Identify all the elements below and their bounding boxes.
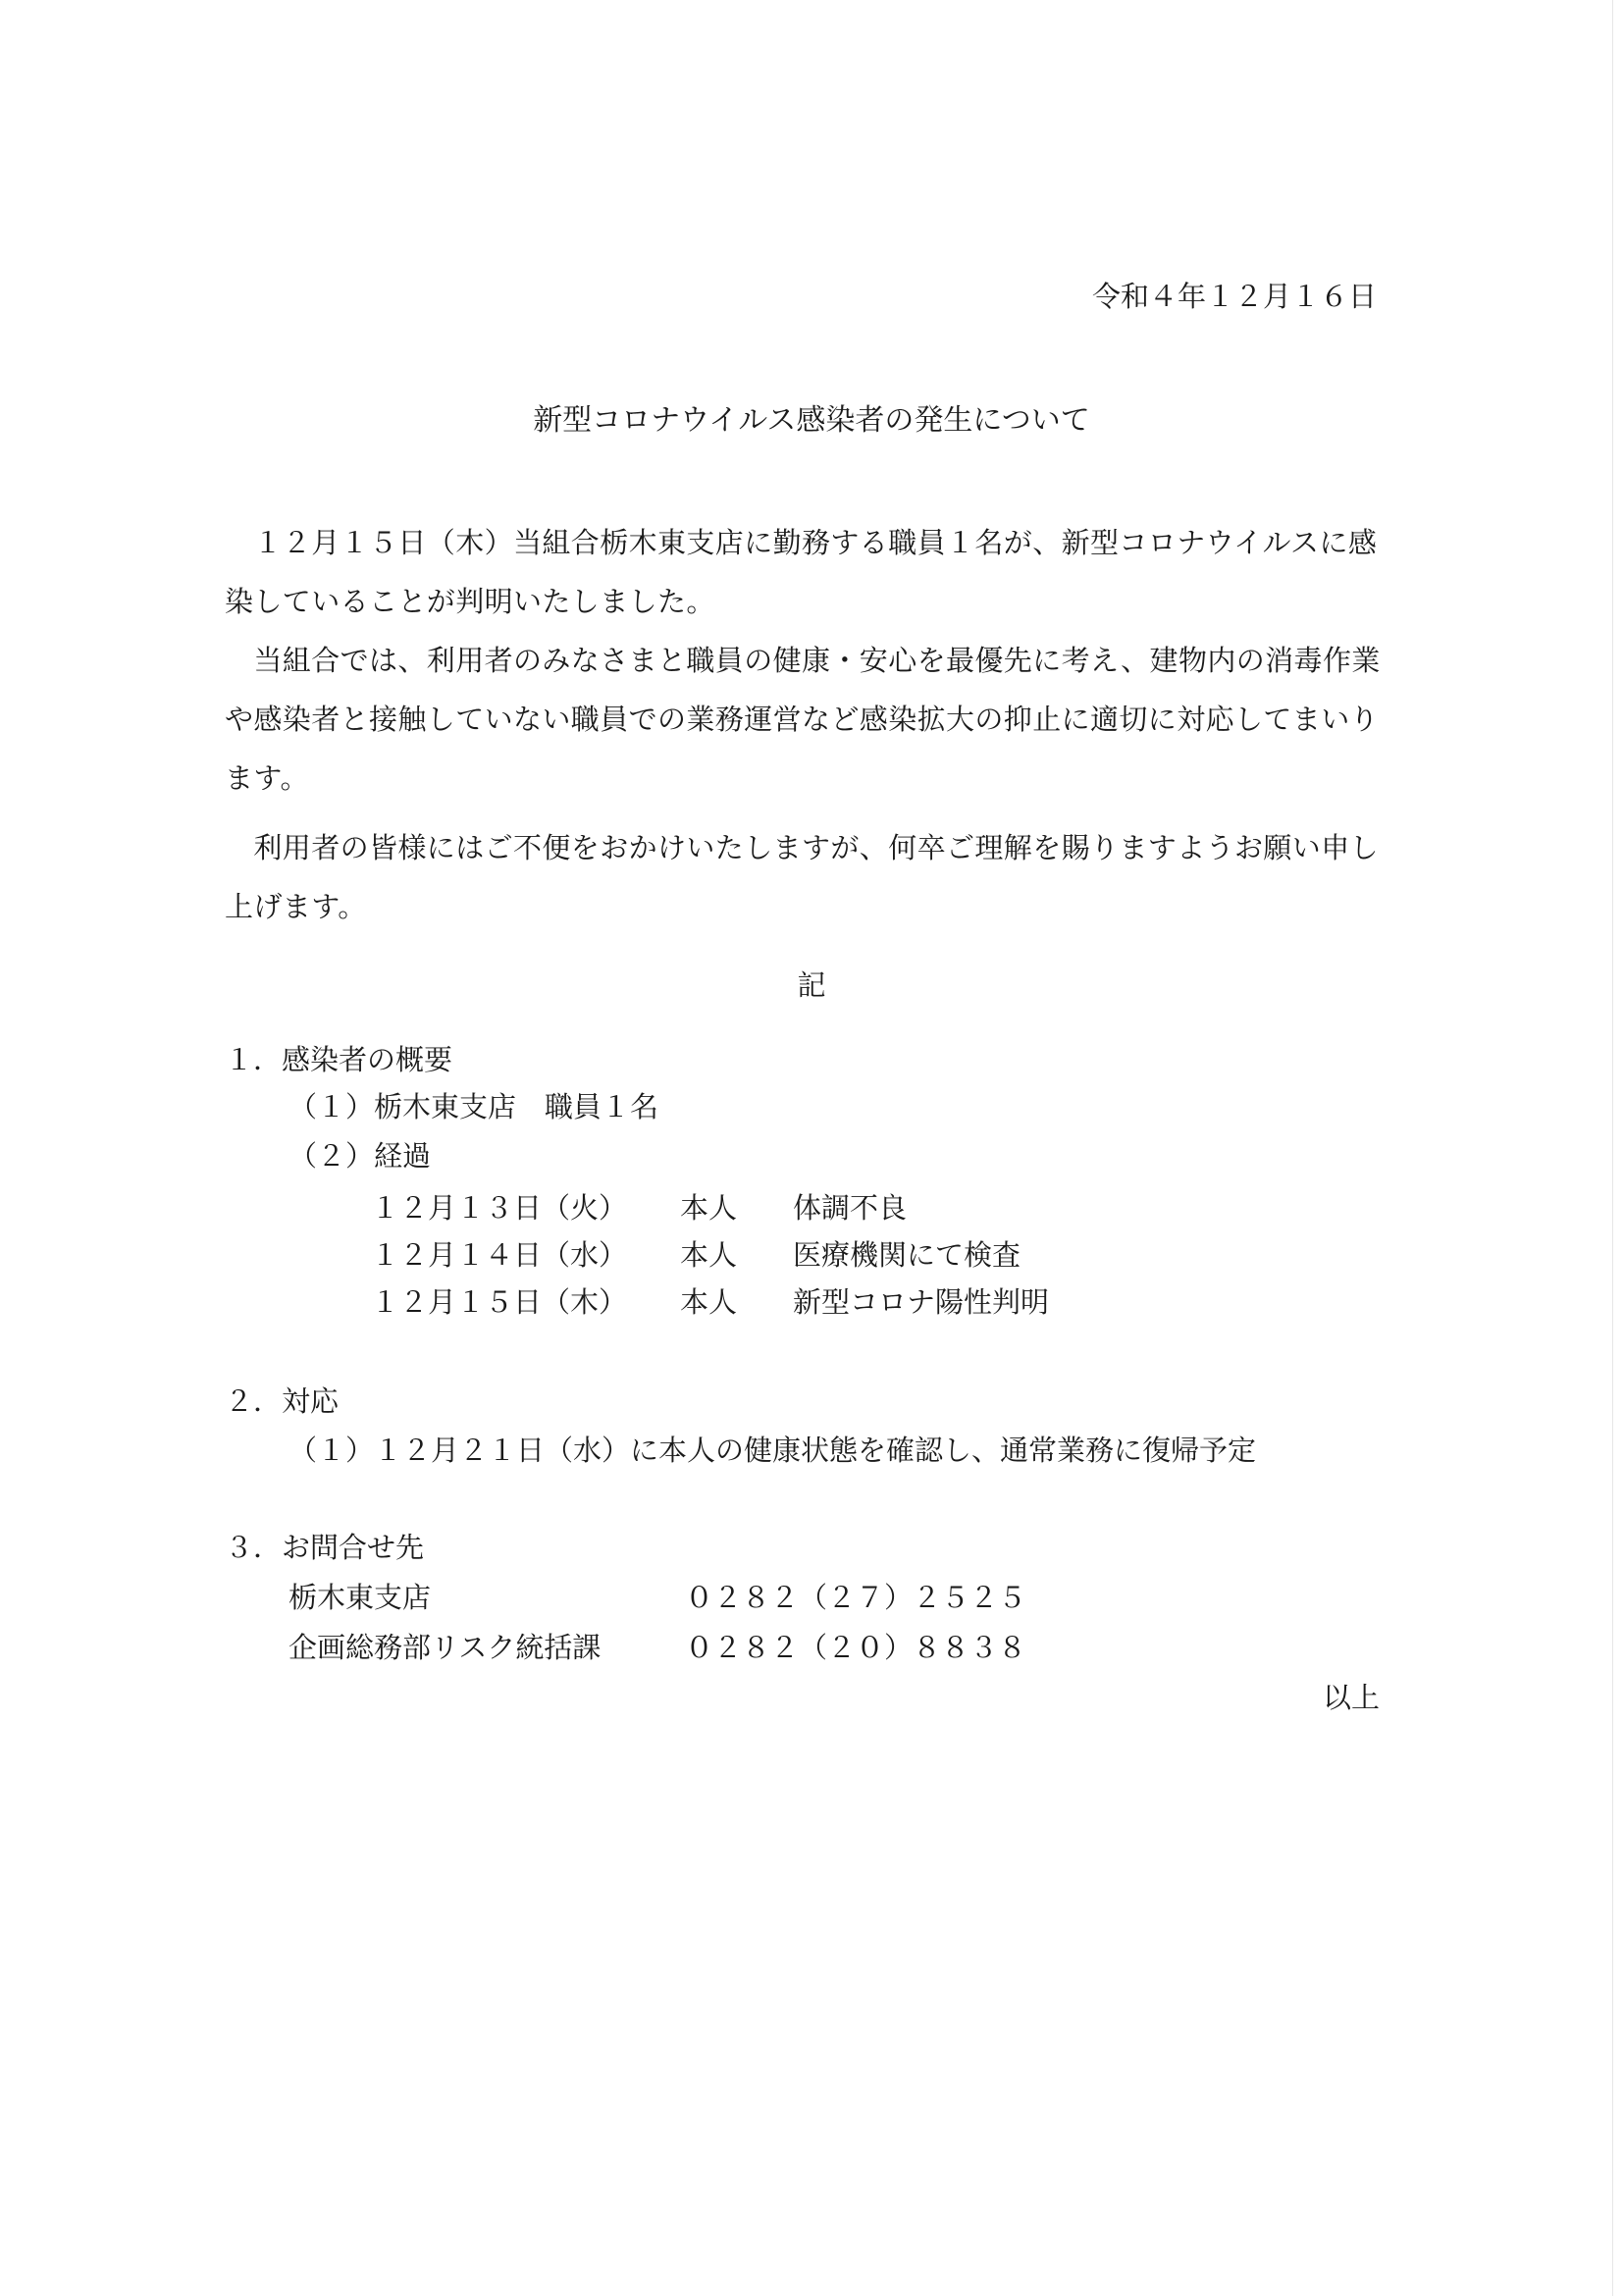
contact-phone: ０２８２（２７）２５２５ xyxy=(685,1581,1027,1614)
contact-row xyxy=(0,1581,1623,1614)
contact-row xyxy=(0,1631,1623,1664)
timeline-event: 体調不良 xyxy=(793,1191,908,1225)
contact-phone: ０２８２（２０）８８３８ xyxy=(685,1631,1027,1664)
timeline-row xyxy=(0,1238,1623,1272)
timeline-row xyxy=(0,1191,1623,1225)
closing-ijou: 以上 xyxy=(1322,1681,1380,1714)
timeline-event: 新型コロナ陽性判明 xyxy=(793,1285,1050,1319)
section-1-item-1: （１）栃木東支店 職員１名 xyxy=(288,1090,659,1123)
section-2-heading: ２．対応 xyxy=(225,1384,340,1418)
timeline-person: 本人 xyxy=(680,1285,738,1319)
paragraph-text: １２月１５日（木）当組合栃木東支店に勤務する職員１名が、新型コロナウイルスに感染していることが判明いたしました。 当組合では、利用者のみなさまと職員の健康・安心を最優先に考え、建物内の消毒作業や感染者と接触していない職員での業務運営など感染拡大の抑止に適切に対応してまいります。 xyxy=(225,526,1381,795)
timeline-date: １２月１５日（木） xyxy=(371,1285,628,1319)
section-3-heading: ３．お問合せ先 xyxy=(225,1531,425,1564)
timeline-date: １２月１４日（水） xyxy=(371,1238,628,1272)
timeline-person: 本人 xyxy=(680,1238,738,1272)
section-1-heading: １．感染者の概要 xyxy=(225,1043,453,1076)
section-1-item-2: （２）経過 xyxy=(288,1139,432,1173)
contact-name: 栃木東支店 xyxy=(288,1581,432,1614)
body-paragraph-1 xyxy=(225,513,1383,808)
timeline-person: 本人 xyxy=(680,1191,738,1225)
document-date: 令和４年１２月１６日 xyxy=(1091,280,1377,313)
timeline-date: １２月１３日（火） xyxy=(371,1191,628,1225)
ki-heading: 記 xyxy=(797,968,826,1002)
scan-edge-line xyxy=(1612,0,1613,2296)
paragraph-text: 利用者の皆様にはご不便をおかけいたしますが、何卒ご理解を賜りますようお願い申し上げます。 xyxy=(225,831,1380,923)
timeline-row xyxy=(0,1285,1623,1319)
timeline-event: 医療機関にて検査 xyxy=(793,1238,1021,1272)
section-2-item-1: （１）１２月２１日（水）に本人の健康状態を確認し、通常業務に復帰予定 xyxy=(288,1434,1257,1467)
contact-name: 企画総務部リスク統括課 xyxy=(288,1631,602,1664)
body-paragraph-2 xyxy=(225,818,1383,936)
document-title: 新型コロナウイルス感染者の発生について xyxy=(533,403,1090,438)
